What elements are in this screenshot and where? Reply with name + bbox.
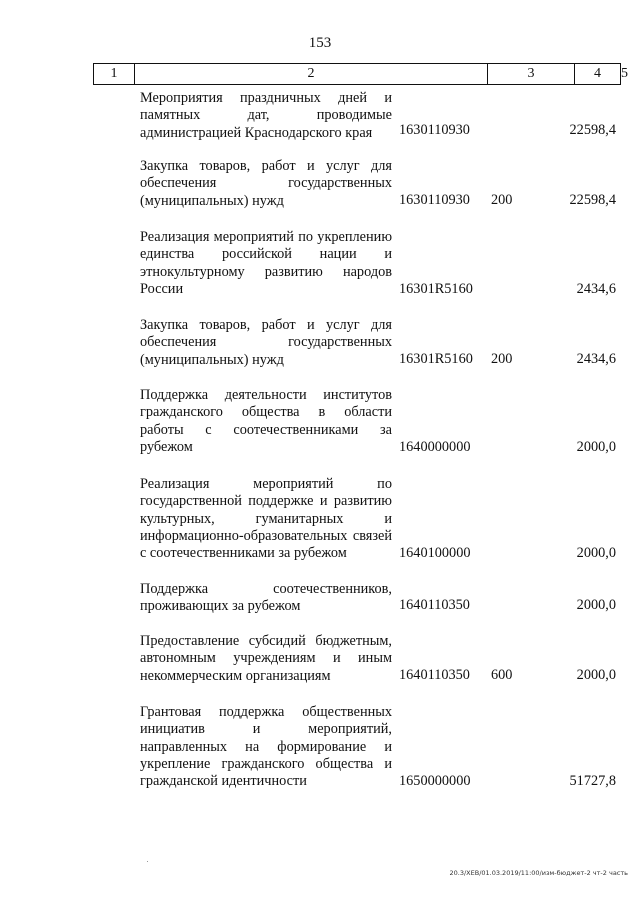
row-amount: 2000,0 [576,597,616,613]
row-amount: 22598,4 [569,122,616,138]
row-code: 1630110930 [399,192,470,208]
row-amount: 51727,8 [569,773,616,789]
header-col-3: 3 [488,64,575,84]
row-code: 1630110930 [399,122,470,138]
row-name: Поддержка деятельности институтов гражданского общества в области работы с соотечественниками за рубежом [140,387,392,455]
row-amount: 2000,0 [576,667,616,683]
row-amount: 22598,4 [569,192,616,208]
row-name: Поддержка соотечественников, проживающих за рубежом [140,581,392,615]
header-col-2: 2 [135,64,488,84]
header-col-4: 4 [575,64,621,84]
row-amount: 2000,0 [576,439,616,455]
header-col-1: 1 [94,64,135,84]
row-name: Предоставление субсидий бюджетным, автономным учреждениям и иным некоммерческим организациям [140,633,392,684]
scan-speck [147,861,148,862]
row-code: 1650000000 [399,773,471,789]
row-amount: 2000,0 [576,545,616,561]
row-name: Мероприятия праздничных дней и памятных дат, проводимые администрацией Краснодарского края [140,90,392,141]
row-code: 1640110350 [399,597,470,613]
row-type: 200 [491,351,513,367]
row-name: Закупка товаров, работ и услуг для обеспечения государственных (муниципальных) нужд [140,158,392,209]
row-code: 16301R5160 [399,351,473,367]
row-type: 200 [491,192,513,208]
row-amount: 2434,6 [576,351,616,367]
footer-filename: 20.3/ХЕВ/01.03.2019/11:00/изм-бюджет-2 чт-2 часть [449,869,628,877]
row-code: 1640110350 [399,667,470,683]
header-col-5: 5 [621,66,628,81]
row-name: Грантовая поддержка общественных инициатив и мероприятий, направленных на формирование и укрепление гражданского общества и гражданской идентичности [140,704,392,790]
row-code: 1640100000 [399,545,471,561]
row-name: Реализация мероприятий по государственной поддержке и развитию культурных, гуманитарных и информационно-образовательных связей с соотечественниками за рубежом [140,476,392,562]
row-amount: 2434,6 [576,281,616,297]
row-name: Реализация мероприятий по укреплению единства российской нации и этнокультурному развитию народов России [140,229,392,297]
row-type: 600 [491,667,513,683]
table-header [93,63,628,85]
row-name: Закупка товаров, работ и услуг для обеспечения государственных (муниципальных) нужд [140,317,392,368]
row-code: 16301R5160 [399,281,473,297]
row-code: 1640000000 [399,439,471,455]
page-number: 153 [308,35,332,51]
